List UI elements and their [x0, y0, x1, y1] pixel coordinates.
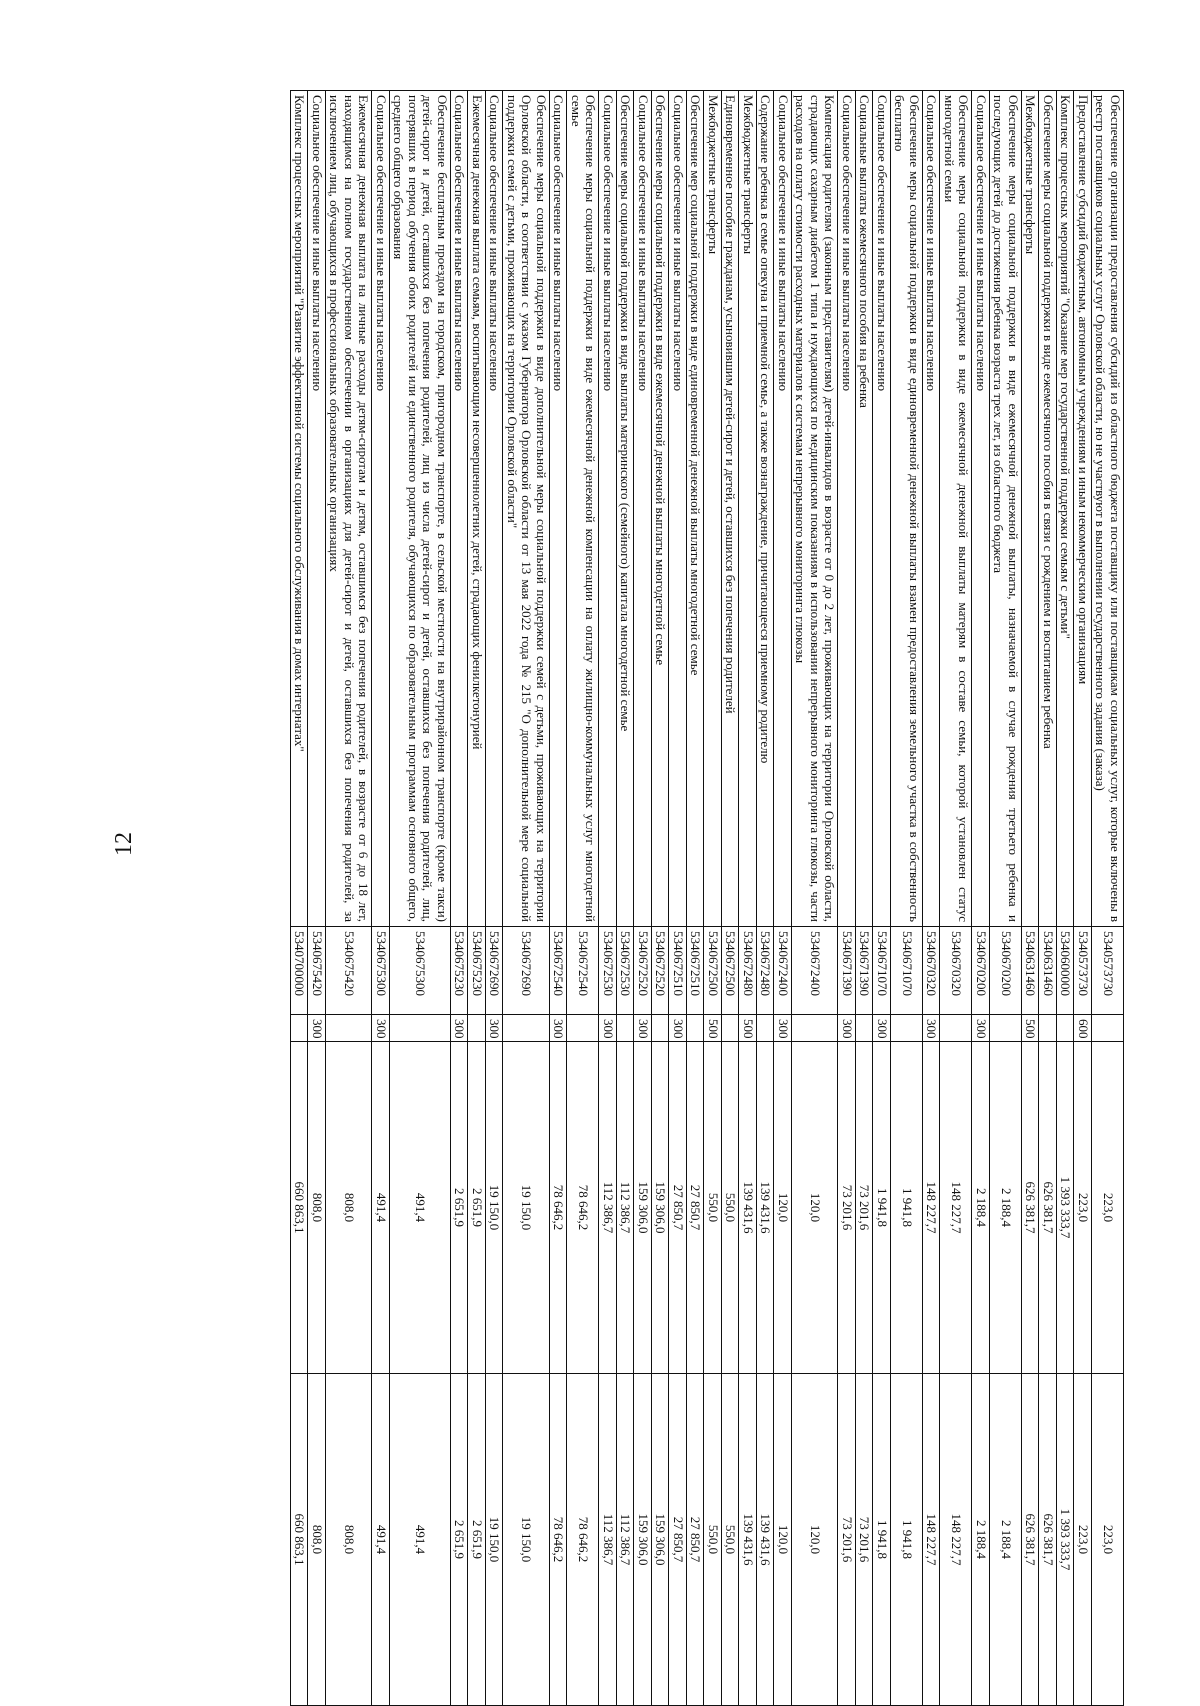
row-amount-1-cell: 120,0: [774, 1042, 792, 1374]
row-amount-1-cell: 550,0: [704, 1042, 722, 1374]
table-row: [739, 91, 757, 1706]
row-vr-cell: 500: [704, 1015, 722, 1042]
row-amount-1-cell: 2 188,4: [990, 1042, 1022, 1374]
table-row: [634, 91, 652, 1706]
table-row: [722, 91, 740, 1706]
row-amount-1-cell: 808,0: [308, 1042, 326, 1374]
row-name-cell: Комплекс процессных мероприятий "Оказание мер государственной поддержки семьям с детьми": [1057, 91, 1075, 927]
row-amount-1-cell: 660 863,1: [291, 1042, 309, 1374]
row-name-cell: Социальное обеспечение и иные выплаты населению: [308, 91, 326, 927]
row-name-cell: Обеспечение меры социальной поддержки в виде ежемесячной денежной выплаты, назначаемой в случае рождения третьего ребенка и последующих детей до достижения ребенка возраста трех лет, из областного бюджета: [990, 91, 1022, 927]
row-amount-2-cell: 27 850,7: [669, 1374, 687, 1706]
table-row: [617, 91, 635, 1706]
row-name-cell: Обеспечение меры социальной поддержки в виде единовременной денежной выплаты взамен предоставления земельного участка в собственность бесплатно: [891, 91, 923, 927]
row-code-cell: 5340672520: [634, 927, 652, 1015]
row-amount-2-cell: 78 646,2: [567, 1374, 599, 1706]
row-amount-1-cell: 112 386,7: [617, 1042, 635, 1374]
row-amount-2-cell: 2 651,9: [451, 1374, 469, 1706]
table-row: [838, 91, 856, 1706]
row-code-cell: 5340573730: [1092, 927, 1124, 1015]
row-name-cell: Обеспечение бесплатным проездом на городском, пригородном транспорте, в сельской местности на внутрирайонном транспорте (кроме такси) детей-сирот и детей, оставшихся без попечения родителей, лиц из числа детей-сирот и детей, оставшихся без попечения родителей, лиц, потерявших в период обучения обоих родителей или единственного родителя, обучающихся по образовательным программам основного общего, среднего общего образования: [390, 91, 451, 927]
row-name-cell: Социальное обеспечение и иные выплаты населению: [774, 91, 792, 927]
row-code-cell: 5340672520: [652, 927, 670, 1015]
row-amount-1-cell: 73 201,6: [838, 1042, 856, 1374]
row-amount-1-cell: 27 850,7: [669, 1042, 687, 1374]
row-vr-cell: [390, 1015, 451, 1042]
row-code-cell: 5340672690: [486, 927, 504, 1015]
row-name-cell: Социальное обеспечение и иные выплаты населению: [838, 91, 856, 927]
row-amount-1-cell: 19 150,0: [486, 1042, 504, 1374]
row-vr-cell: 300: [451, 1015, 469, 1042]
row-code-cell: 5340700000: [291, 927, 309, 1015]
row-vr-cell: [757, 1015, 775, 1042]
row-amount-1-cell: 159 306,0: [652, 1042, 670, 1374]
row-vr-cell: 300: [599, 1015, 617, 1042]
row-code-cell: 5340573730: [1074, 927, 1092, 1015]
row-name-cell: Социальное обеспечение и иные выплаты населению: [923, 91, 941, 927]
row-amount-2-cell: 139 431,6: [757, 1374, 775, 1706]
row-vr-cell: 300: [972, 1015, 990, 1042]
row-amount-1-cell: 27 850,7: [687, 1042, 705, 1374]
row-code-cell: 5340675230: [451, 927, 469, 1015]
row-name-cell: Социальное обеспечение и иные выплаты населению: [372, 91, 390, 927]
row-vr-cell: 500: [739, 1015, 757, 1042]
row-name-cell: Обеспечение меры социальной поддержки в виде выплаты материнского (семейного) капитала многодетной семье: [617, 91, 635, 927]
table-row: [451, 91, 469, 1706]
row-vr-cell: [891, 1015, 923, 1042]
row-vr-cell: 500: [1022, 1015, 1040, 1042]
table-row: [567, 91, 599, 1706]
table-row: [856, 91, 874, 1706]
table-row: [704, 91, 722, 1706]
table-row: [792, 91, 839, 1706]
row-amount-2-cell: 120,0: [774, 1374, 792, 1706]
row-amount-2-cell: 120,0: [792, 1374, 839, 1706]
row-vr-cell: 300: [486, 1015, 504, 1042]
row-name-cell: Обеспечение меры социальной поддержки в виде дополнительной меры социальной поддержки семей с детьми, проживающих на территории Орловской области, в соответствии с указом Губернатора Орловской области от 13 мая 2022 года № 215 "О дополнительной мере социальной поддержки семей с детьми, проживающих на территории Орловской области": [503, 91, 550, 927]
page-number: 12: [111, 832, 137, 856]
row-code-cell: 5340672400: [792, 927, 839, 1015]
table-row: [550, 91, 568, 1706]
row-amount-2-cell: 112 386,7: [617, 1374, 635, 1706]
row-amount-2-cell: 2 188,4: [972, 1374, 990, 1706]
row-amount-1-cell: 491,4: [372, 1042, 390, 1374]
row-vr-cell: [1092, 1015, 1124, 1042]
table-row: [1039, 91, 1057, 1706]
table-row: [774, 91, 792, 1706]
row-amount-1-cell: 120,0: [792, 1042, 839, 1374]
budget-table-body: [291, 91, 1124, 1706]
row-amount-2-cell: 148 227,7: [940, 1374, 972, 1706]
row-amount-2-cell: 139 431,6: [739, 1374, 757, 1706]
table-row: [503, 91, 550, 1706]
row-amount-1-cell: 148 227,7: [940, 1042, 972, 1374]
row-amount-2-cell: 491,4: [372, 1374, 390, 1706]
row-vr-cell: [326, 1015, 373, 1042]
row-amount-2-cell: 1 941,8: [873, 1374, 891, 1706]
table-row: [972, 91, 990, 1706]
row-code-cell: 5340631460: [1022, 927, 1040, 1015]
row-amount-1-cell: 1 941,8: [891, 1042, 923, 1374]
row-vr-cell: [792, 1015, 839, 1042]
row-amount-2-cell: 159 306,0: [652, 1374, 670, 1706]
row-vr-cell: 300: [634, 1015, 652, 1042]
table-row: [923, 91, 941, 1706]
row-amount-2-cell: 112 386,7: [599, 1374, 617, 1706]
table-row: [372, 91, 390, 1706]
row-vr-cell: [291, 1015, 309, 1042]
row-amount-1-cell: 2 651,9: [451, 1042, 469, 1374]
row-amount-2-cell: 27 850,7: [687, 1374, 705, 1706]
row-amount-1-cell: 2 651,9: [468, 1042, 486, 1374]
row-vr-cell: 300: [372, 1015, 390, 1042]
row-name-cell: Социальное обеспечение и иные выплаты населению: [486, 91, 504, 927]
row-name-cell: Обеспечение меры социальной поддержки в виде ежемесячного пособия в связи с рождением и воспитанием ребенка: [1039, 91, 1057, 927]
row-amount-1-cell: 626 381,7: [1039, 1042, 1057, 1374]
row-amount-2-cell: 148 227,7: [923, 1374, 941, 1706]
row-name-cell: Содержание ребенка в семье опекуна и приемной семье, а также вознаграждение, причитающееся приемному родителю: [757, 91, 775, 927]
row-name-cell: Комплекс процессных мероприятий "Развитие эффективной системы социального обслуживания в домах интернатах": [291, 91, 309, 927]
row-name-cell: Межбюджетные трансферты: [1022, 91, 1040, 927]
row-vr-cell: [567, 1015, 599, 1042]
row-vr-cell: [722, 1015, 740, 1042]
row-name-cell: Ежемесячная денежная выплата семьям, воспитывающим несовершеннолетних детей, страдающих фенилкетонурией: [468, 91, 486, 927]
row-amount-1-cell: 139 431,6: [739, 1042, 757, 1374]
row-amount-2-cell: 808,0: [308, 1374, 326, 1706]
row-vr-cell: [940, 1015, 972, 1042]
table-row: [1057, 91, 1075, 1706]
row-name-cell: Межбюджетные трансферты: [739, 91, 757, 927]
row-code-cell: 5340675420: [308, 927, 326, 1015]
row-amount-1-cell: 1 941,8: [873, 1042, 891, 1374]
row-vr-cell: [687, 1015, 705, 1042]
table-row: [486, 91, 504, 1706]
table-row: [599, 91, 617, 1706]
row-code-cell: 5340670200: [990, 927, 1022, 1015]
row-amount-2-cell: 808,0: [326, 1374, 373, 1706]
row-name-cell: Обеспечение меры социальной поддержки в виде ежемесячной денежной выплаты матерям в составе семьи, которой установлен статус многодетной семьи: [940, 91, 972, 927]
row-name-cell: Обеспечение организации предоставления субсидий из областного бюджета поставщику или поставщикам социальных услуг, которые включены в реестр поставщиков социальных услуг Орловской области, но не участвуют в выполнении государственного задания (заказа): [1092, 91, 1124, 927]
row-amount-2-cell: 1 393 333,7: [1057, 1374, 1075, 1706]
table-row: [291, 91, 309, 1706]
row-amount-1-cell: 78 646,2: [550, 1042, 568, 1374]
row-code-cell: 5340671070: [873, 927, 891, 1015]
row-amount-2-cell: 626 381,7: [1039, 1374, 1057, 1706]
table-row: [990, 91, 1022, 1706]
row-code-cell: 5340675300: [390, 927, 451, 1015]
row-vr-cell: [1057, 1015, 1075, 1042]
row-vr-cell: 300: [308, 1015, 326, 1042]
row-amount-2-cell: 78 646,2: [550, 1374, 568, 1706]
row-vr-cell: 300: [873, 1015, 891, 1042]
row-amount-2-cell: 550,0: [704, 1374, 722, 1706]
table-row: [1092, 91, 1124, 1706]
table-row: [390, 91, 451, 1706]
row-amount-1-cell: 159 306,0: [634, 1042, 652, 1374]
row-code-cell: 5340670200: [972, 927, 990, 1015]
row-vr-cell: 600: [1074, 1015, 1092, 1042]
row-amount-2-cell: 491,4: [390, 1374, 451, 1706]
row-amount-2-cell: 223,0: [1092, 1374, 1124, 1706]
table-row: [326, 91, 373, 1706]
row-amount-2-cell: 159 306,0: [634, 1374, 652, 1706]
row-name-cell: Социальное обеспечение и иные выплаты населению: [669, 91, 687, 927]
table-row: [468, 91, 486, 1706]
row-name-cell: Предоставление субсидий бюджетным, автономным учреждениям и иным некоммерческим организациям: [1074, 91, 1092, 927]
row-amount-2-cell: 73 201,6: [838, 1374, 856, 1706]
row-vr-cell: [503, 1015, 550, 1042]
row-vr-cell: [652, 1015, 670, 1042]
row-name-cell: Социальное обеспечение и иные выплаты населению: [550, 91, 568, 927]
row-code-cell: 5340675420: [326, 927, 373, 1015]
row-amount-2-cell: 73 201,6: [856, 1374, 874, 1706]
table-row: [669, 91, 687, 1706]
budget-table: [290, 90, 1124, 1706]
row-name-cell: Социальные выплаты ежемесячного пособия на ребенка: [856, 91, 874, 927]
rotated-table-wrapper: [124, 90, 1124, 1705]
row-code-cell: 5340672690: [503, 927, 550, 1015]
row-code-cell: 5340672530: [599, 927, 617, 1015]
table-row: [1022, 91, 1040, 1706]
row-code-cell: 5340672510: [687, 927, 705, 1015]
table-row: [873, 91, 891, 1706]
row-amount-1-cell: 223,0: [1092, 1042, 1124, 1374]
row-code-cell: 5340672510: [669, 927, 687, 1015]
row-code-cell: 5340672480: [739, 927, 757, 1015]
row-amount-1-cell: 550,0: [722, 1042, 740, 1374]
row-amount-1-cell: 808,0: [326, 1042, 373, 1374]
row-code-cell: 5340671070: [891, 927, 923, 1015]
table-row: [652, 91, 670, 1706]
row-amount-1-cell: 148 227,7: [923, 1042, 941, 1374]
row-name-cell: Компенсация родителям (законным представителям) детей-инвалидов в возрасте от 0 до 2 лет, проживающих на территории Орловской области, страдающих сахарным диабетом 1 типа и нуждающихся по медицинским показаниям в использовании непрерывного мониторинга глюкозы, части расходов на оплату стоимости расходных материалов к системам непрерывного мониторинга глюкозы: [792, 91, 839, 927]
row-amount-2-cell: 19 150,0: [486, 1374, 504, 1706]
row-amount-2-cell: 2 188,4: [990, 1374, 1022, 1706]
row-code-cell: 5340672540: [550, 927, 568, 1015]
row-amount-1-cell: 491,4: [390, 1042, 451, 1374]
row-amount-1-cell: 223,0: [1074, 1042, 1092, 1374]
row-name-cell: Обеспечение мер социальной поддержки в виде единовременной денежной выплаты многодетной семье: [687, 91, 705, 927]
row-code-cell: 5340671390: [838, 927, 856, 1015]
row-code-cell: 5340672400: [774, 927, 792, 1015]
row-vr-cell: 300: [774, 1015, 792, 1042]
row-code-cell: 5340672530: [617, 927, 635, 1015]
row-vr-cell: [856, 1015, 874, 1042]
row-amount-2-cell: 2 651,9: [468, 1374, 486, 1706]
row-amount-1-cell: 2 188,4: [972, 1042, 990, 1374]
row-vr-cell: [990, 1015, 1022, 1042]
table-row: [1074, 91, 1092, 1706]
row-amount-1-cell: 626 381,7: [1022, 1042, 1040, 1374]
row-code-cell: 5340631460: [1039, 927, 1057, 1015]
row-name-cell: Социальное обеспечение и иные выплаты населению: [451, 91, 469, 927]
row-vr-cell: 300: [838, 1015, 856, 1042]
row-amount-1-cell: 73 201,6: [856, 1042, 874, 1374]
row-code-cell: 5340675300: [372, 927, 390, 1015]
row-name-cell: Социальное обеспечение и иные выплаты населению: [599, 91, 617, 927]
row-name-cell: Межбюджетные трансферты: [704, 91, 722, 927]
row-amount-2-cell: 660 863,1: [291, 1374, 309, 1706]
table-row: [687, 91, 705, 1706]
row-amount-2-cell: 550,0: [722, 1374, 740, 1706]
row-code-cell: 5340672500: [722, 927, 740, 1015]
row-code-cell: 5340675230: [468, 927, 486, 1015]
row-name-cell: Социальное обеспечение и иные выплаты населению: [972, 91, 990, 927]
row-amount-2-cell: 626 381,7: [1022, 1374, 1040, 1706]
row-amount-1-cell: 19 150,0: [503, 1042, 550, 1374]
row-amount-2-cell: 223,0: [1074, 1374, 1092, 1706]
row-amount-2-cell: 19 150,0: [503, 1374, 550, 1706]
row-name-cell: Единовременное пособие гражданам, усыновившим детей-сирот и детей, оставшихся без попечения родителей: [722, 91, 740, 927]
row-code-cell: 5340600000: [1057, 927, 1075, 1015]
row-amount-1-cell: 112 386,7: [599, 1042, 617, 1374]
row-amount-1-cell: 139 431,6: [757, 1042, 775, 1374]
row-vr-cell: [1039, 1015, 1057, 1042]
row-vr-cell: 300: [550, 1015, 568, 1042]
row-name-cell: Социальное обеспечение и иные выплаты населению: [634, 91, 652, 927]
row-code-cell: 5340672500: [704, 927, 722, 1015]
row-vr-cell: 300: [669, 1015, 687, 1042]
row-amount-2-cell: 1 941,8: [891, 1374, 923, 1706]
table-row: [940, 91, 972, 1706]
row-name-cell: Обеспечение меры социальной поддержки в виде ежемесячной денежной выплаты многодетной семье: [652, 91, 670, 927]
row-vr-cell: [468, 1015, 486, 1042]
row-code-cell: 5340670320: [940, 927, 972, 1015]
row-name-cell: Социальное обеспечение и иные выплаты населению: [873, 91, 891, 927]
row-code-cell: 5340672480: [757, 927, 775, 1015]
table-row: [308, 91, 326, 1706]
row-code-cell: 5340672540: [567, 927, 599, 1015]
row-name-cell: Обеспечение меры социальной поддержки в виде ежемесячной денежной компенсации на оплату жилищно-коммунальных услуг многодетной семье: [567, 91, 599, 927]
table-row: [891, 91, 923, 1706]
row-name-cell: Ежемесячная денежная выплата на личные расходы детям-сиротам и детям, оставшимся без попечения родителей, в возрасте от 6 до 18 лет, находящимся на полном государственном обеспечении в организациях для детей-сирот и детей, оставшихся без попечения родителей, за исключением лиц, обучающихся в профессиональных образовательных организациях: [326, 91, 373, 927]
row-code-cell: 5340671390: [856, 927, 874, 1015]
row-code-cell: 5340670320: [923, 927, 941, 1015]
row-amount-1-cell: 1 393 333,7: [1057, 1042, 1075, 1374]
row-amount-1-cell: 78 646,2: [567, 1042, 599, 1374]
row-vr-cell: [617, 1015, 635, 1042]
table-row: [757, 91, 775, 1706]
row-vr-cell: 300: [923, 1015, 941, 1042]
